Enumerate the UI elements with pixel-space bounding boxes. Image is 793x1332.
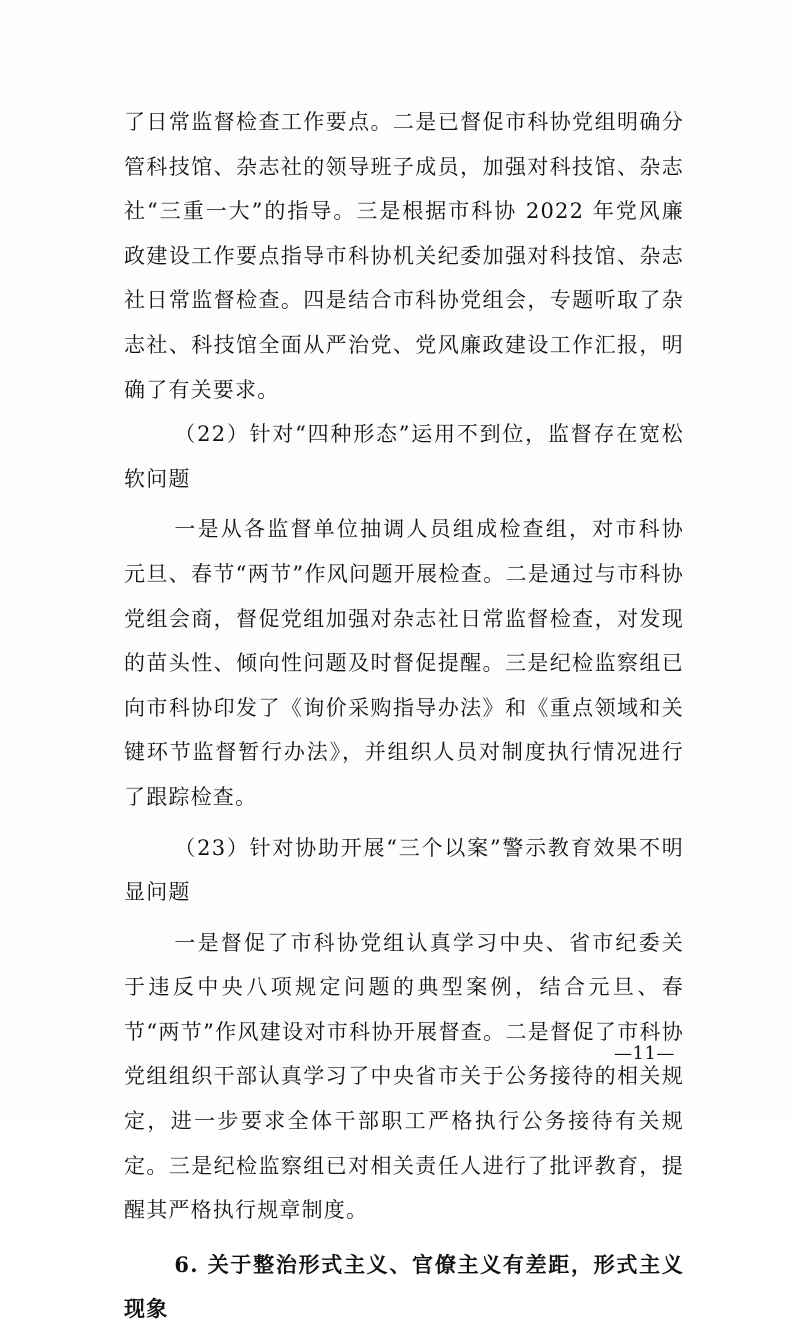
heading-item-23: （23）针对协助开展“三个以案”警示教育效果不明显问题 [124,835,684,905]
document-body [124,100,684,1332]
paragraph-item-22-measures: 一是从各监督单位抽调人员组成检查组，对市科协元旦、春节“两节”作风问题开展检查。二是通过与市科协党组会商，督促党组加强对杂志社日常监督检查，对发现的苗头性、倾向性问题及时督促提醒。三是纪检监察组已向市科协印发了《询价采购指导办法》和《重点领域和关键环节监督暂行办法》，并组织人员对制度执行情况进行了跟踪检查。 [124,517,684,809]
page-number: —11— [614,1043,675,1064]
heading-item-22: （22）针对“四种形态”运用不到位，监督存在宽松软问题 [124,422,684,491]
heading-section-6: 6. 关于整治形式主义、官僚主义有差距，形式主义现象 [124,1251,684,1322]
paragraph-item-23-measures: 一是督促了市科协党组认真学习中央、省市纪委关于违反中央八项规定问题的典型案例，结合元旦、春节“两节”作风建设对市科协开展督查。二是督促了市科协党组组织干部认真学习了中央省市关于公务接待的相关规定，进一步要求全体干部职工严格执行公务接待有关规定。三是纪检监察组已对相关责任人进行了批评教育，提醒其严格执行规章制度。 [124,930,684,1223]
paragraph-continued-measures: 了日常监督检查工作要点。二是已督促市科协党组明确分管科技馆、杂志社的领导班子成员，加强对科技馆、杂志社“三重一大”的指导。三是根据市科协 2022 年党风廉政建设工作要点指导市科协机关纪委加强对科技馆、杂志社日常监督检查。四是结合市科协党组会，专题听取了杂志社、科技馆全面从严治党、党风廉政建设工作汇报，明确了有关要求。 [124,110,684,402]
